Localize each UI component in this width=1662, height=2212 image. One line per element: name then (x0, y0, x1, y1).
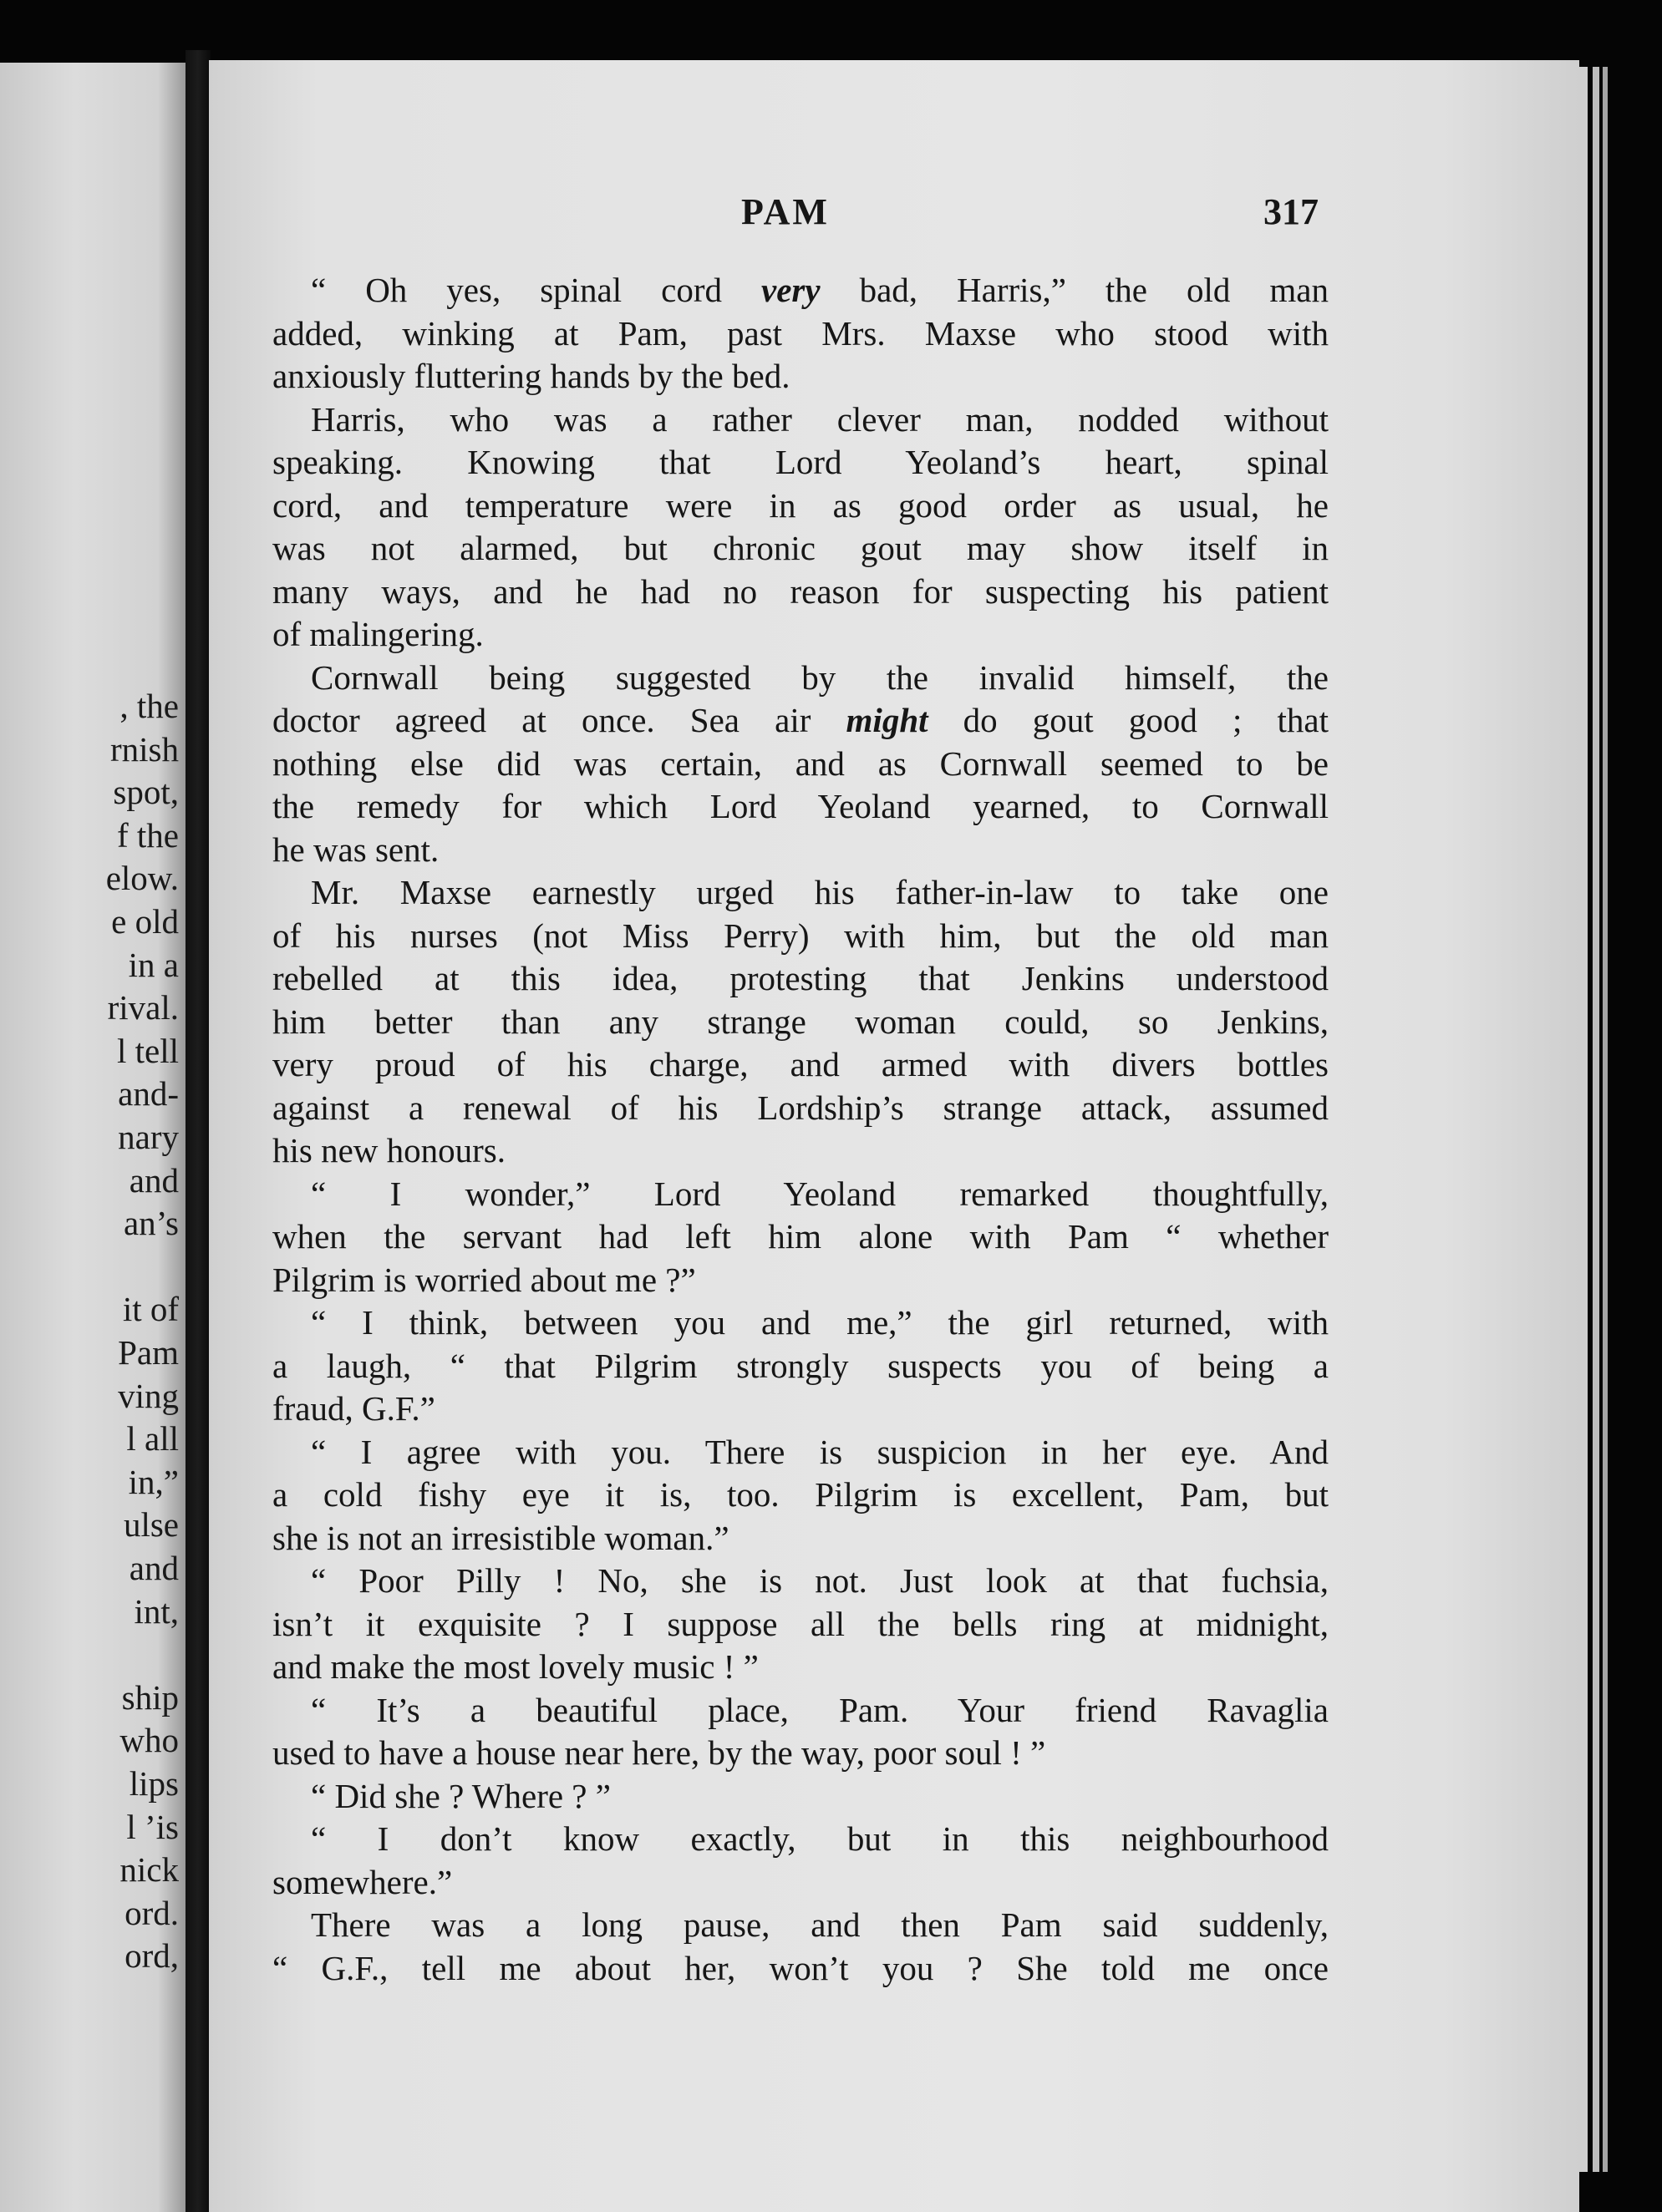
page-edge (1579, 67, 1588, 2172)
left-page-fragment: an’s (123, 1204, 179, 1243)
text-segment: somewhere.” (272, 1862, 453, 1901)
left-page-fragment: who (119, 1721, 179, 1760)
text-line (272, 1173, 1329, 1216)
left-page-fragment: nary (118, 1118, 179, 1156)
left-page-fragment: nick (119, 1850, 179, 1890)
left-page-fragment: ulse (123, 1505, 179, 1545)
text-line (272, 312, 1329, 356)
left-page-fragment: lips (129, 1764, 179, 1803)
left-page-fragment: Pam (118, 1333, 179, 1372)
text-line (272, 1560, 1329, 1603)
text-segment: she is not an irresistible woman.” (272, 1518, 729, 1557)
text-line (272, 957, 1329, 1001)
text-segment: many ways, and he had no reason for suspecting his patient (272, 571, 1329, 611)
page-edge (1603, 67, 1608, 2172)
text-segment: “ Oh yes, spinal cord (311, 271, 761, 309)
left-page-fragment: l all (126, 1419, 179, 1459)
text-line (272, 1861, 1329, 1905)
text-segment: a laugh, “ that Pilgrim strongly suspects you of being a (272, 1346, 1329, 1385)
text-segment: do gout good ; that (928, 701, 1329, 739)
running-title: PAM (741, 191, 830, 232)
left-facing-page (0, 63, 186, 2212)
text-segment: was not alarmed, but chronic gout may show itself in (272, 529, 1329, 567)
text-line (272, 871, 1329, 915)
text-line (272, 1215, 1329, 1259)
text-line (272, 657, 1329, 700)
text-segment: doctor agreed at once. Sea air (272, 701, 846, 739)
text-line (272, 1129, 1329, 1173)
text-segment: bad, Harris,” the old man (820, 271, 1329, 309)
text-line (272, 485, 1329, 528)
text-segment: “ I think, between you and me,” the girl returned, with (311, 1303, 1329, 1342)
text-line (272, 1001, 1329, 1044)
text-segment: Mr. Maxse earnestly urged his father-in-law to take one (311, 873, 1329, 911)
left-page-fragment: and- (118, 1074, 179, 1114)
text-line (272, 1947, 1329, 1991)
text-segment: nothing else did was certain, and as Cornwall seemed to be (272, 743, 1329, 783)
left-page-fragment: ord. (125, 1893, 179, 1932)
text-segment: when the servant had left him alone with Pam “ whether (272, 1217, 1329, 1256)
text-line (272, 915, 1329, 958)
text-segment: fraud, G.F.” (272, 1389, 435, 1428)
text-segment: the remedy for which Lord Yeoland yearned, to Cornwall (272, 787, 1329, 825)
text-line (272, 743, 1329, 786)
text-line (272, 1517, 1329, 1560)
text-segment: “ I agree with you. There is suspicion in her eye. And (311, 1432, 1329, 1471)
text-segment: “ G.F., tell me about her, won’t you ? She told me once (272, 1948, 1329, 1987)
text-segment: added, winking at Pam, past Mrs. Maxse who stood with (272, 313, 1329, 353)
text-line (272, 1689, 1329, 1733)
text-segment: speaking. Knowing that Lord Yeoland’s heart, spinal (272, 443, 1329, 481)
text-segment: a cold fishy eye it is, too. Pilgrim is excellent, Pam, but (272, 1475, 1329, 1514)
text-segment: Pilgrim is worried about me ?” (272, 1260, 696, 1299)
text-line (272, 1818, 1329, 1861)
text-line (272, 785, 1329, 829)
text-segment: “ I don’t know exactly, but in this neighbourhood (311, 1819, 1329, 1858)
text-segment: There was a long pause, and then Pam said suddenly, (311, 1905, 1329, 1944)
text-line (272, 1345, 1329, 1388)
text-segment: cord, and temperature were in as good order as usual, he (272, 485, 1329, 525)
text-segment: isn’t it exquisite ? I suppose all the bells ring at midnight, (272, 1604, 1329, 1643)
text-segment: “ I wonder,” Lord Yeoland remarked thoughtfully, (311, 1174, 1329, 1213)
text-segment: him better than any strange woman could, so Jenkins, (272, 1002, 1329, 1041)
text-line (272, 269, 1329, 312)
text-line (272, 613, 1329, 657)
left-page-fragment: l ’is (126, 1807, 179, 1846)
text-line (272, 355, 1329, 398)
left-page-fragment: spot, (113, 773, 179, 812)
text-segment: rebelled at this idea, protesting that Jenkins understood (272, 959, 1329, 997)
text-segment: Harris, who was a rather clever man, nodded without (311, 399, 1329, 439)
text-segment: very proud of his charge, and armed with divers bottles (272, 1045, 1329, 1083)
text-segment: Cornwall being suggested by the invalid himself, the (311, 657, 1329, 697)
text-line (272, 1431, 1329, 1474)
left-page-fragment: in a (128, 945, 179, 984)
emphasized-word: might (846, 701, 928, 739)
text-line (272, 527, 1329, 571)
left-page-fragment: and (129, 1549, 179, 1587)
left-page-fragment: it of (122, 1290, 179, 1329)
text-line (272, 1775, 1329, 1819)
left-page-fragment: e old (111, 902, 179, 941)
text-line (272, 829, 1329, 872)
left-page-fragment: int, (134, 1591, 179, 1631)
left-page-fragment: elow. (105, 859, 179, 898)
text-line (272, 699, 1329, 743)
text-line (272, 1904, 1329, 1947)
text-line (272, 1301, 1329, 1345)
text-line (272, 441, 1329, 485)
left-page-fragment: and (129, 1160, 179, 1200)
text-segment: against a renewal of his Lordship’s strange attack, assumed (272, 1088, 1329, 1127)
text-segment: he was sent. (272, 830, 440, 869)
page-edge (1593, 67, 1599, 2172)
text-line (272, 1388, 1329, 1431)
emphasized-word: very (761, 271, 821, 309)
text-line (272, 1474, 1329, 1517)
text-segment: “ It’s a beautiful place, Pam. Your friend Ravaglia (311, 1690, 1329, 1729)
text-line (272, 1732, 1329, 1775)
text-segment: and make the most lovely music ! ” (272, 1647, 759, 1686)
text-line (272, 1259, 1329, 1302)
page-number: 317 (1263, 191, 1319, 232)
left-page-fragment: , the (119, 687, 179, 725)
left-page-fragment: l tell (116, 1031, 179, 1070)
text-segment: anxiously fluttering hands by the bed. (272, 357, 790, 395)
text-segment: “ Did she ? Where ? ” (311, 1776, 611, 1815)
text-line (272, 1087, 1329, 1130)
text-segment: used to have a house near here, by the way, poor soul ! ” (272, 1733, 1046, 1772)
body-text (272, 269, 1329, 1990)
text-segment: “ Poor Pilly ! No, she is not. Just look at that fuchsia, (311, 1561, 1329, 1600)
left-page-fragment: in,” (128, 1462, 179, 1501)
text-line (272, 1603, 1329, 1646)
text-line (272, 571, 1329, 614)
book-gutter (186, 50, 211, 2212)
left-page-fragment: rival. (107, 988, 179, 1027)
text-line (272, 1043, 1329, 1087)
left-page-fragment: f the (117, 815, 179, 855)
running-head (0, 190, 1662, 237)
text-segment: of his nurses (not Miss Perry) with him, but the old man (272, 916, 1329, 955)
text-line (272, 1646, 1329, 1689)
left-page-fragment: ord, (125, 1936, 179, 1976)
text-segment: of malingering. (272, 615, 484, 653)
left-page-fragment: ving (118, 1376, 179, 1415)
left-page-fragment: rnish (110, 729, 179, 769)
text-segment: his new honours. (272, 1131, 506, 1169)
text-line (272, 398, 1329, 442)
left-page-fragment: ship (121, 1677, 179, 1717)
